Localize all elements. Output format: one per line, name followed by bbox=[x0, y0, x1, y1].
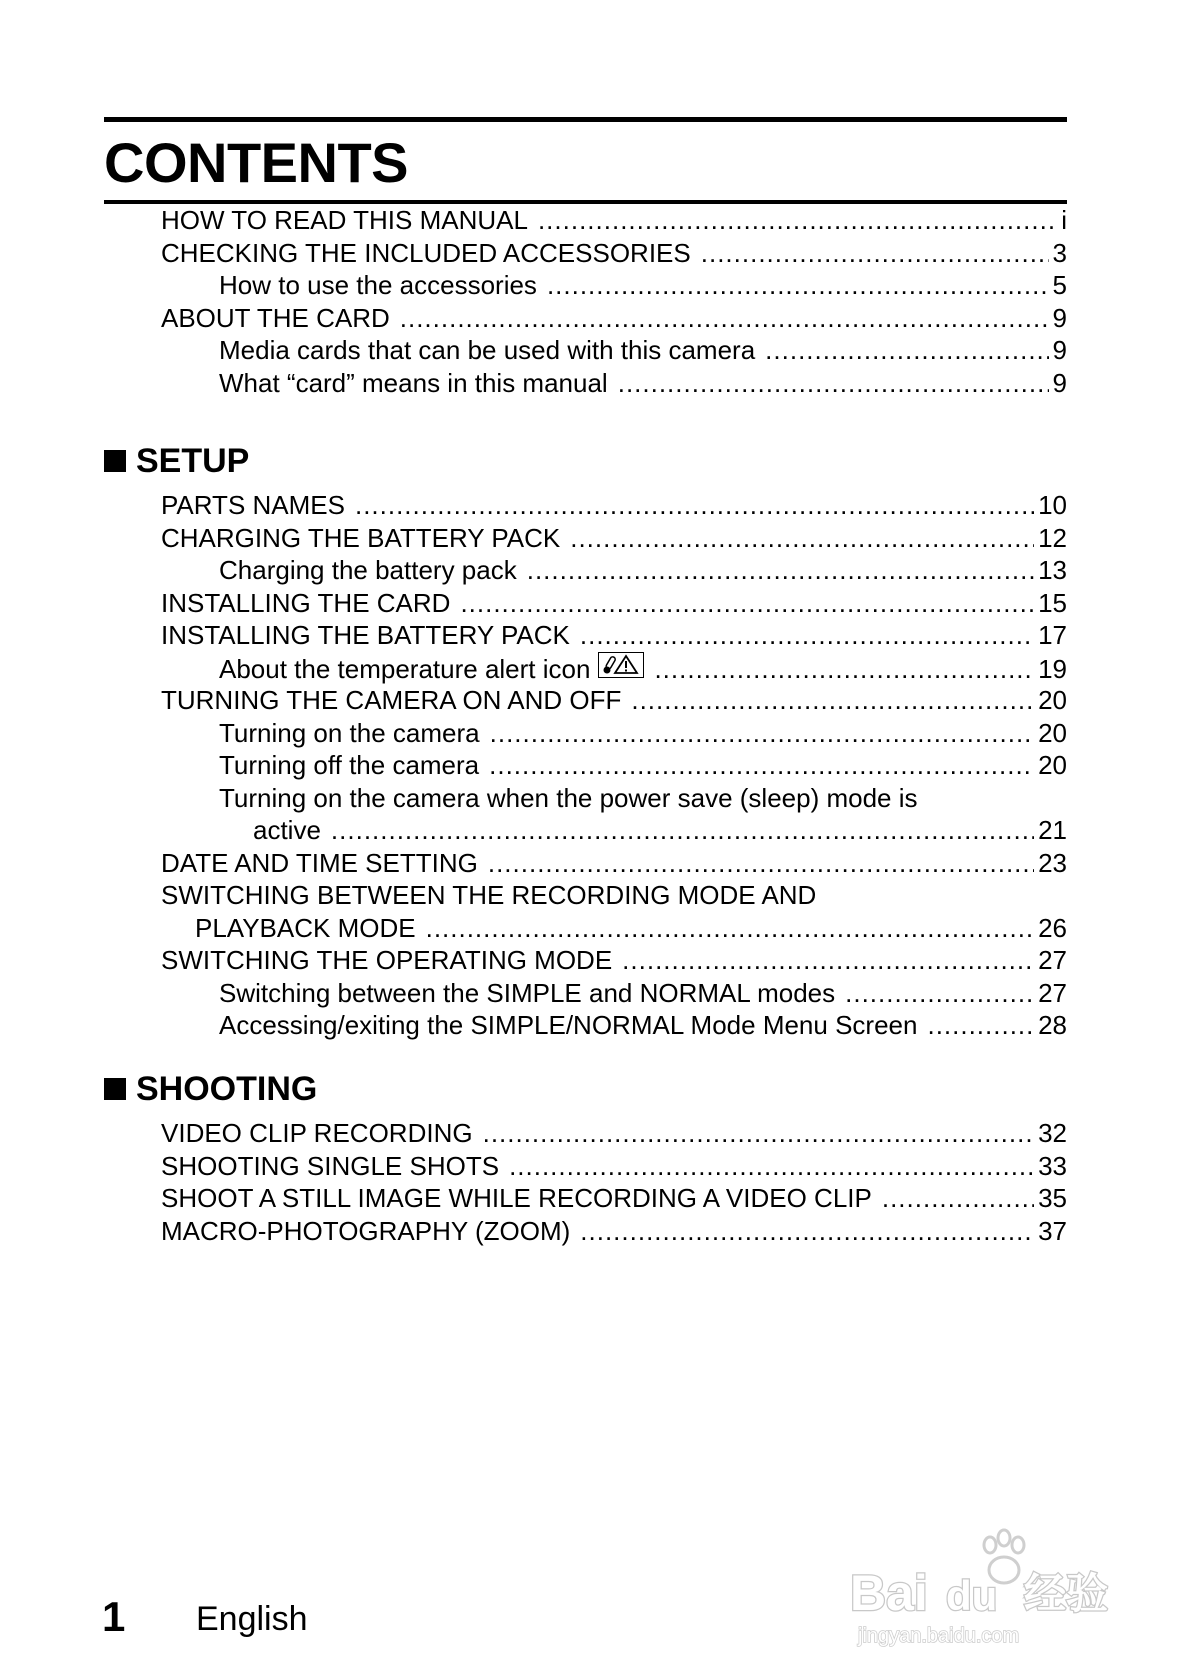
toc-entry[interactable]: Turning on the camera ..... 20 bbox=[104, 717, 1067, 750]
toc-entry[interactable]: Turning off the camera ..... 20 bbox=[104, 749, 1067, 782]
page-title: CONTENTS bbox=[104, 131, 408, 194]
page-number: 1 bbox=[102, 1593, 126, 1640]
toc-entry[interactable]: INSTALLING THE CARD ..... 15 bbox=[104, 587, 1067, 620]
toc-entry[interactable]: About the temperature alert icon ..... 19 bbox=[104, 652, 1067, 685]
toc-entry[interactable]: Accessing/exiting the SIMPLE/NORMAL Mode Menu Screen ..... 28 bbox=[104, 1009, 1067, 1042]
toc-entry[interactable]: INSTALLING THE BATTERY PACK ..... 17 bbox=[104, 619, 1067, 652]
watermark-url: jingyan.baidu.com bbox=[858, 1625, 1020, 1647]
toc-entry[interactable]: Media cards that can be used with this camera ..... 9 bbox=[104, 334, 1067, 367]
section-heading-setup: SETUP bbox=[104, 441, 249, 481]
toc-entry[interactable]: HOW TO READ THIS MANUAL ..... i bbox=[104, 204, 1067, 237]
toc-entry[interactable]: SWITCHING THE OPERATING MODE ..... 27 bbox=[104, 944, 1067, 977]
toc-entry[interactable]: ABOUT THE CARD ..... 9 bbox=[104, 302, 1067, 335]
language-label: English bbox=[196, 1600, 308, 1638]
toc-entry[interactable]: CHECKING THE INCLUDED ACCESSORIES ..... 3 bbox=[104, 237, 1067, 270]
toc-entry[interactable]: PARTS NAMES ..... 10 bbox=[104, 489, 1067, 522]
watermark-brand-a: Bai bbox=[850, 1565, 928, 1621]
temperature-alert-icon bbox=[598, 652, 644, 678]
toc-entry[interactable]: VIDEO CLIP RECORDING ..... 32 bbox=[104, 1117, 1067, 1150]
toc-entry[interactable]: MACRO-PHOTOGRAPHY (ZOOM) ..... 37 bbox=[104, 1215, 1067, 1248]
toc-setup bbox=[104, 489, 1067, 1042]
section-heading-shooting: SHOOTING bbox=[104, 1069, 317, 1109]
watermark-brand-c: 经验 bbox=[1024, 1569, 1109, 1618]
toc-entry[interactable]: CHARGING THE BATTERY PACK ..... 12 bbox=[104, 522, 1067, 555]
toc-entry-line1[interactable]: SWITCHING BETWEEN THE RECORDING MODE AND bbox=[161, 880, 817, 910]
baidu-jingyan-watermark bbox=[848, 1512, 1138, 1652]
toc-entry[interactable]: TURNING THE CAMERA ON AND OFF ..... 20 bbox=[104, 684, 1067, 717]
toc-entry-line1[interactable]: Turning on the camera when the power save (sleep) mode is bbox=[219, 782, 918, 813]
toc-entry-continuation[interactable]: active ..... 21 bbox=[104, 814, 1067, 847]
toc-entry[interactable]: DATE AND TIME SETTING ..... 23 bbox=[104, 847, 1067, 880]
toc-shooting bbox=[104, 1117, 1067, 1247]
toc-entry[interactable]: SHOOT A STILL IMAGE WHILE RECORDING A VIDEO CLIP ..... 35 bbox=[104, 1182, 1067, 1215]
toc-entry[interactable]: What “card” means in this manual ..... 9 bbox=[104, 367, 1067, 400]
toc-entry[interactable]: Switching between the SIMPLE and NORMAL modes ..... 27 bbox=[104, 977, 1067, 1010]
bullet-square-icon bbox=[104, 1078, 126, 1100]
watermark-brand-b: du bbox=[946, 1572, 998, 1619]
toc-entry[interactable]: SHOOTING SINGLE SHOTS ..... 33 bbox=[104, 1150, 1067, 1183]
toc-entry[interactable]: How to use the accessories ..... 5 bbox=[104, 269, 1067, 302]
toc-entry[interactable]: Charging the battery pack ..... 13 bbox=[104, 554, 1067, 587]
toc-entry-continuation[interactable]: PLAYBACK MODE ..... 26 bbox=[104, 912, 1067, 945]
title-top-rule bbox=[104, 117, 1067, 122]
bullet-square-icon bbox=[104, 450, 126, 472]
toc-intro bbox=[104, 204, 1067, 399]
